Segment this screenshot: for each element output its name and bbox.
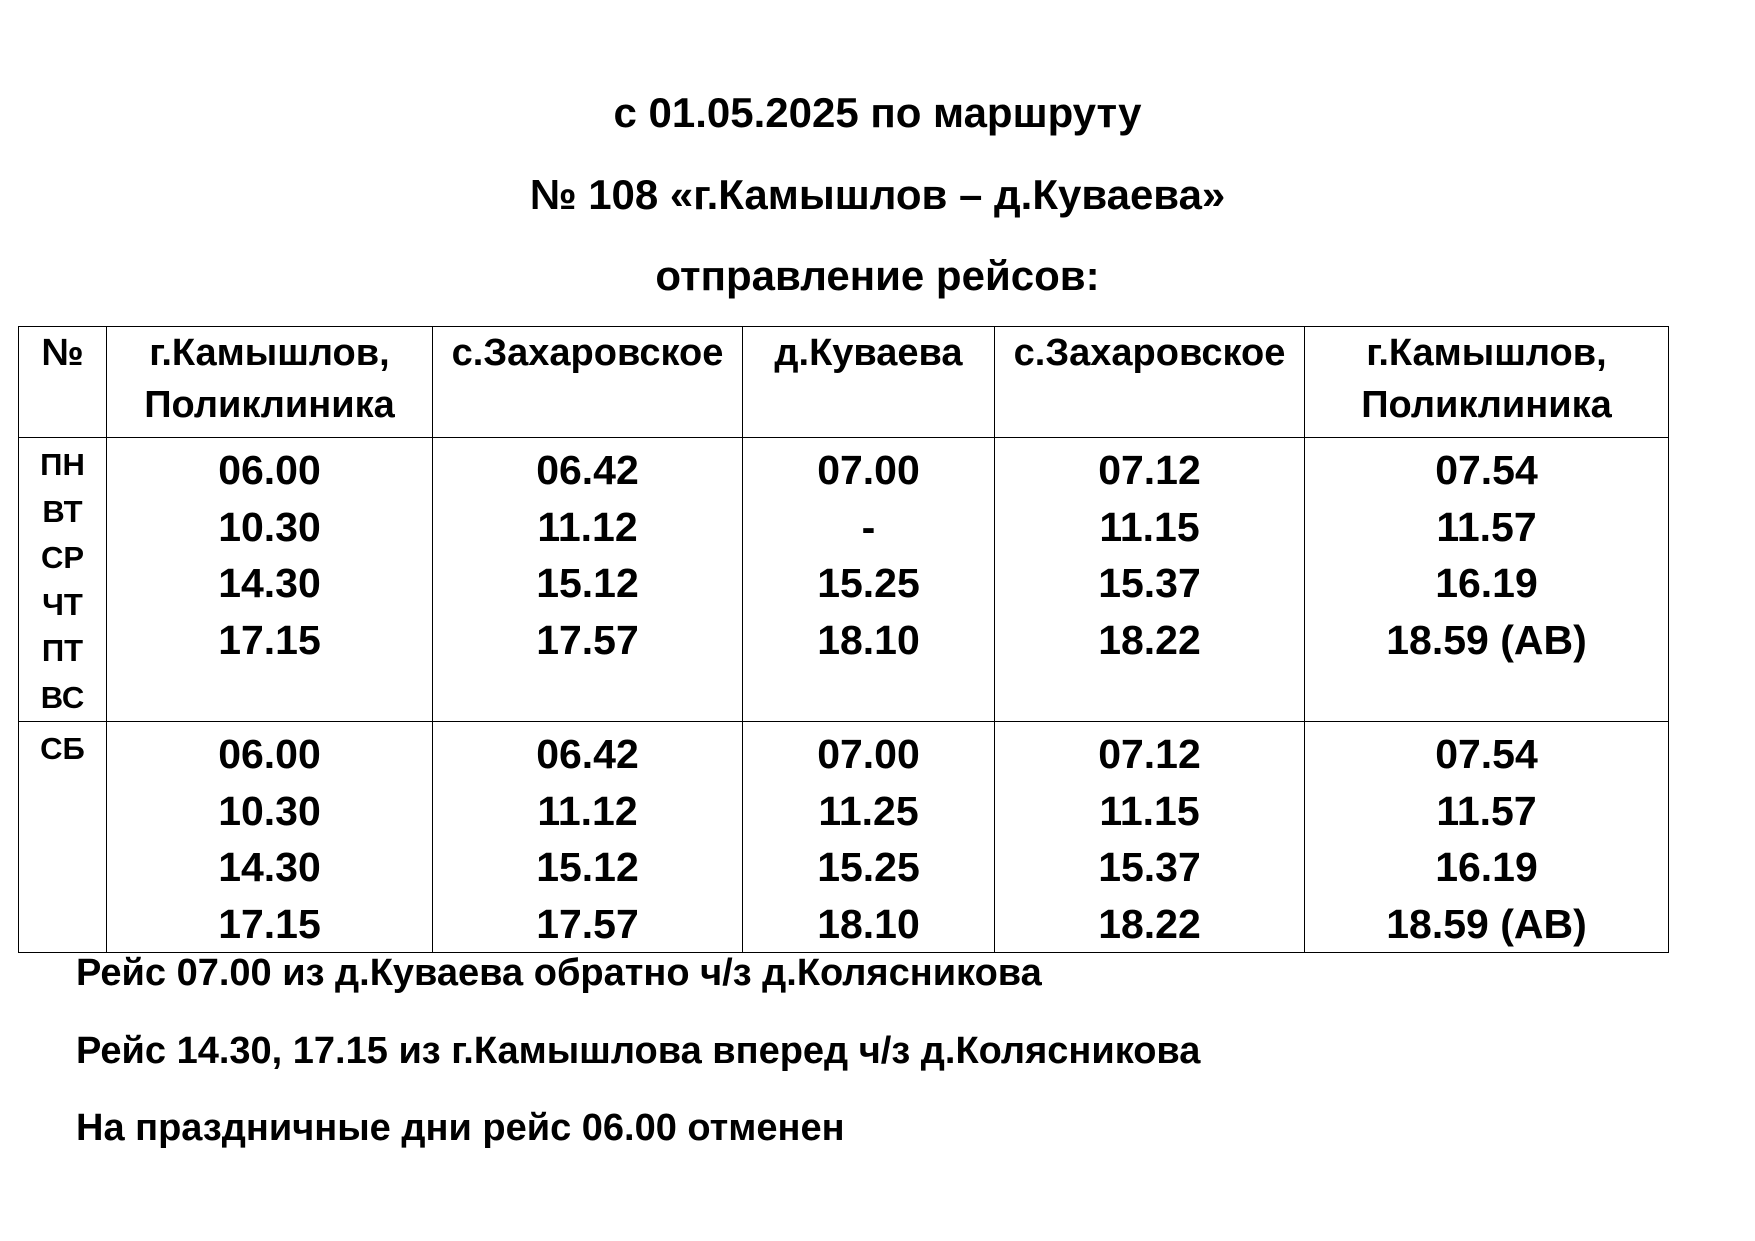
day-label: ПТ [41, 633, 84, 668]
schedule-table [18, 326, 1669, 953]
time-value: 17.15 [218, 900, 321, 947]
header-label: Поликлиника [1361, 384, 1612, 426]
time-value: 18.22 [1098, 900, 1201, 947]
time-value: 16.19 [1435, 844, 1538, 890]
time-value: 06.00 [218, 447, 321, 493]
note-3: На праздничные дни рейс 06.00 отменен [76, 1107, 845, 1149]
time-value: 15.25 [817, 560, 920, 606]
time-value: 11.15 [1099, 787, 1200, 834]
times-cell [1305, 438, 1669, 722]
day-label: СБ [40, 731, 85, 766]
header-label: Поликлиника [144, 384, 395, 426]
time-value: 17.57 [536, 616, 639, 663]
time-value: 15.12 [536, 560, 639, 606]
time-value: 07.54 [1435, 447, 1538, 493]
time-value: 11.57 [1436, 503, 1537, 550]
note-2: Рейс 14.30, 17.15 из г.Камышлова вперед ч/з д.Колясникова [76, 1030, 1201, 1072]
header-zakharovskoe-out [433, 327, 743, 438]
time-value: - [861, 503, 876, 550]
time-value: 15.12 [536, 844, 639, 890]
table-row-saturday [19, 722, 1669, 953]
times-cell [995, 722, 1305, 953]
time-value: 11.12 [537, 503, 638, 550]
day-label: СР [40, 540, 85, 575]
time-value: 18.22 [1098, 616, 1201, 663]
times-cell [995, 438, 1305, 722]
times-cell [107, 722, 433, 953]
time-value: 11.15 [1099, 503, 1200, 550]
time-value: 18.10 [817, 616, 920, 663]
header-kamyshlov-from [107, 327, 433, 438]
times-cell [433, 722, 743, 953]
header-number [19, 327, 107, 438]
title-line-1: с 01.05.2025 по маршруту [613, 89, 1142, 136]
time-value: 11.12 [537, 787, 638, 834]
times-cell [1305, 722, 1669, 953]
time-value: 11.57 [1436, 787, 1537, 834]
time-value: 07.54 [1435, 731, 1538, 777]
time-value: 15.37 [1098, 560, 1201, 606]
time-value: 15.25 [817, 844, 920, 890]
time-value: 10.30 [218, 503, 321, 550]
time-value: 06.42 [536, 447, 639, 493]
time-value: 18.59 (АВ) [1386, 900, 1587, 947]
time-value: 06.42 [536, 731, 639, 777]
time-value: 17.15 [218, 616, 321, 663]
day-label: ПН [40, 447, 85, 482]
times-cell [433, 438, 743, 722]
time-value: 07.00 [817, 731, 920, 777]
time-value: 07.12 [1098, 731, 1201, 777]
time-value: 16.19 [1435, 560, 1538, 606]
time-value: 14.30 [218, 560, 321, 606]
time-value: 10.30 [218, 787, 321, 834]
time-value: 11.25 [818, 787, 919, 834]
note-1: Рейс 07.00 из д.Куваева обратно ч/з д.Колясникова [76, 952, 1042, 994]
header-label: г.Камышлов, [1366, 332, 1607, 374]
time-value: 18.59 (АВ) [1386, 616, 1587, 663]
table-row-weekdays [19, 438, 1669, 722]
header-label: № [41, 332, 84, 374]
header-label: с.Захаровское [451, 332, 724, 374]
time-value: 15.37 [1098, 844, 1201, 890]
header-kamyshlov-to [1305, 327, 1669, 438]
header-kuvaeva [743, 327, 995, 438]
time-value: 14.30 [218, 844, 321, 890]
times-cell [743, 722, 995, 953]
day-label: ЧТ [42, 586, 83, 622]
times-cell [107, 438, 433, 722]
day-label: ВТ [42, 493, 83, 529]
header-row [19, 327, 1669, 438]
time-value: 17.57 [536, 900, 639, 947]
title-line-3: отправление рейсов: [655, 252, 1100, 299]
title-line-2: № 108 «г.Камышлов – д.Куваева» [529, 171, 1226, 218]
time-value: 07.00 [817, 447, 920, 493]
header-label: с.Захаровское [1013, 332, 1286, 374]
time-value: 18.10 [817, 900, 920, 947]
times-cell [743, 438, 995, 722]
days-cell [19, 722, 107, 953]
header-label: д.Куваева [774, 332, 963, 374]
time-value: 07.12 [1098, 447, 1201, 493]
header-label: г.Камышлов, [149, 332, 390, 374]
time-value: 06.00 [218, 731, 321, 777]
days-cell [19, 438, 107, 722]
day-label: ВС [40, 679, 85, 715]
header-zakharovskoe-back [995, 327, 1305, 438]
